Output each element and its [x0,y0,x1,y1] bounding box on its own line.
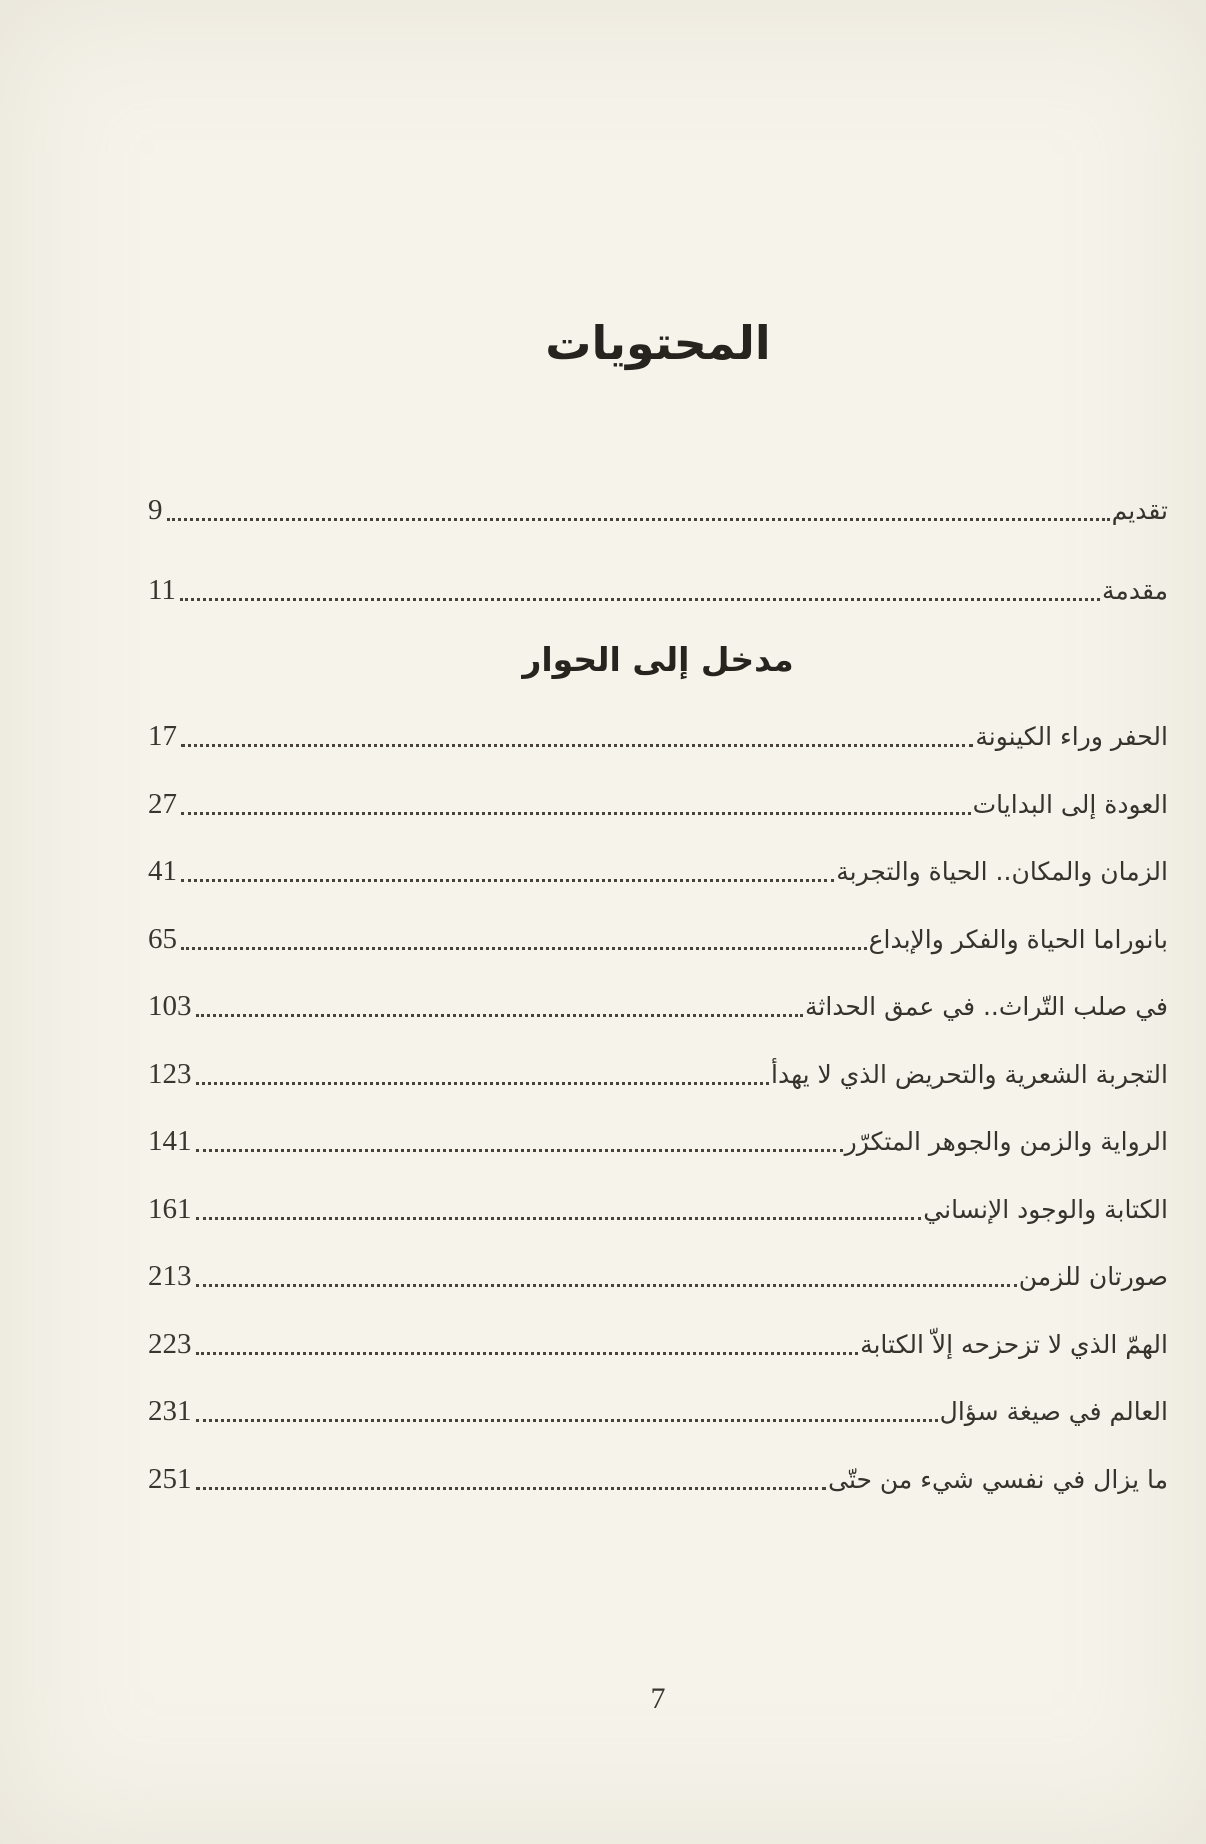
toc-entry-page: 223 [148,1327,192,1360]
toc-entry-page: 141 [148,1125,192,1157]
toc-entry-page: 65 [148,922,177,955]
toc-entry-title: العودة إلى البدايات [972,789,1168,819]
toc-entry-page: 41 [148,855,177,887]
toc-entry-page: 17 [148,720,177,752]
toc-entry [148,720,1168,756]
folio-page-number: 7 [650,1682,666,1715]
dot-leader [196,1284,1017,1287]
toc-entry-title: الزمان والمكان.. الحياة والتجربة [836,857,1168,886]
toc-entry [148,1463,1168,1499]
toc-entry [148,1125,1168,1161]
toc-entry [148,855,1168,891]
dot-leader [181,947,867,950]
dot-leader [196,1352,859,1355]
dot-leader [196,1149,843,1152]
dot-leader [181,812,971,815]
toc-entry [148,1193,1168,1229]
toc-entry-page: 103 [148,990,192,1022]
toc-entry-title: العالم في صيغة سؤال [939,1397,1168,1426]
toc-entry-title: صورتان للزمن [1018,1262,1168,1291]
dot-leader [181,879,834,882]
toc-entry [148,494,1168,530]
toc-section-list [148,720,1168,1530]
toc-entry [148,990,1168,1026]
toc-entry-title: بانوراما الحياة والفكر والإبداع [868,924,1168,954]
toc-entry [148,1260,1168,1296]
dot-leader [196,1014,804,1017]
page-title: المحتويات [545,316,771,370]
dot-leader [196,1217,922,1220]
toc-entry [148,1395,1168,1431]
toc-entry [148,1058,1168,1094]
toc-entry-page: 27 [148,787,177,820]
toc-entry-title: الكتابة والوجود الإنساني [923,1194,1168,1224]
toc-entry-title: الهمّ الذي لا تزحزحه إلاّ الكتابة [860,1329,1168,1359]
toc-entry-page: 11 [148,574,176,606]
dot-leader [181,744,973,747]
toc-entry [148,1328,1168,1364]
toc-entry-page: 123 [148,1057,192,1090]
toc-entry [148,574,1168,610]
toc-entry-page: 231 [148,1395,192,1427]
toc-entry-title: مقدمة [1102,576,1168,605]
dot-leader [196,1082,770,1085]
dot-leader [196,1419,938,1422]
toc-entry-title: ما يزال في نفسي شيء من حتّى [828,1464,1168,1494]
dot-leader [167,518,1110,521]
toc-entry-title: تقديم [1111,496,1168,525]
section-heading: مدخل إلى الحوار [522,640,794,679]
toc-entry-page: 251 [148,1462,192,1495]
dot-leader [180,598,1100,601]
toc-entry-title: في صلب التّراث.. في عمق الحداثة [805,992,1168,1021]
toc-entry [148,923,1168,959]
dot-leader [196,1487,827,1490]
toc-front-list [148,494,1168,654]
toc-entry-title: التجربة الشعرية والتحريض الذي لا يهدأ [771,1059,1168,1089]
toc-entry-title: الرواية والزمن والجوهر المتكرّر [844,1127,1168,1156]
toc-entry-page: 161 [148,1192,192,1225]
toc-entry-title: الحفر وراء الكينونة [975,722,1168,751]
toc-entry [148,788,1168,824]
toc-entry-page: 9 [148,494,163,526]
toc-entry-page: 213 [148,1260,192,1292]
